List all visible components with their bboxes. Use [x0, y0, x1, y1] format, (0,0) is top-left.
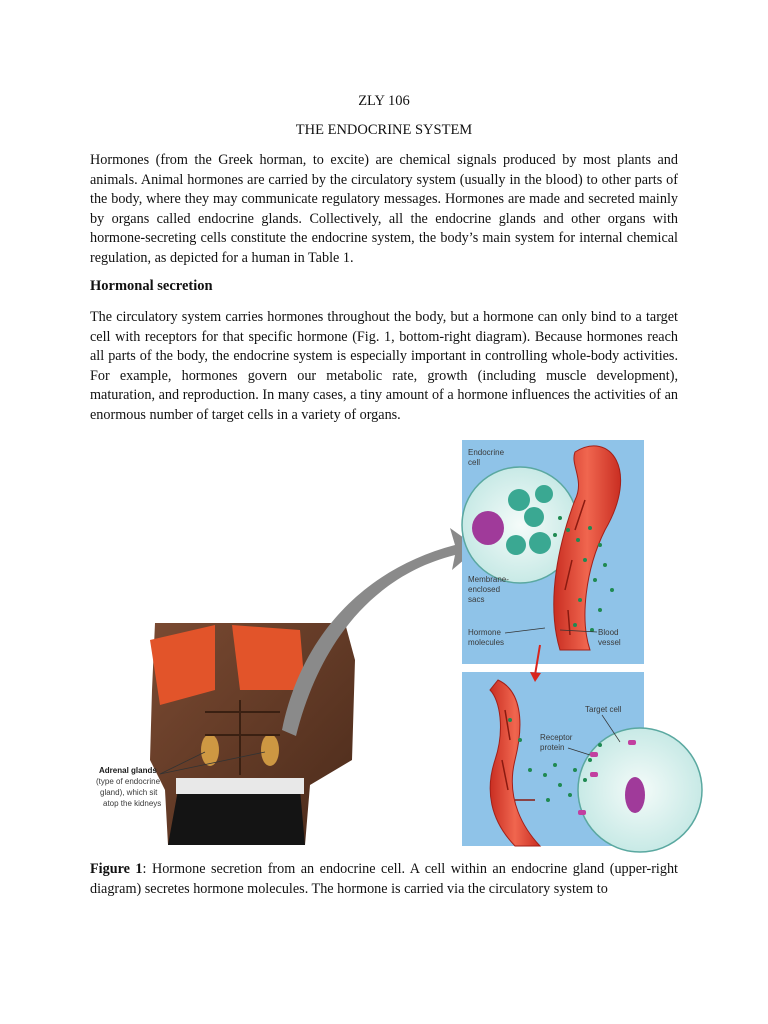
intro-paragraph: Hormones (from the Greek horman, to excite) are chemical signals produced by most plants and animals. Animal hormones are carried by the circulatory system (usually in the blood) to other parts of the body, where they may communicate regulatory messages. Hormones are made and secreted mainly by organs called endocrine glands. Collectively, all the endocrine glands and other organs with hormone-secreting cells constitute the endocrine system, the body’s main system for internal chemical regulation, as depicted for a human in Table 1. [90, 152, 678, 266]
target-cell-diagram [462, 645, 702, 852]
blood-label-2: vessel [598, 638, 621, 647]
membrane-label-1: Membrane- [468, 575, 509, 584]
membrane-label-2: enclosed [468, 585, 501, 594]
target-cell-label: Target cell [585, 705, 622, 714]
endocrine-label-2: cell [468, 458, 481, 467]
endocrine-label-1: Endocrine [468, 448, 505, 457]
adrenal-sub1: (type of endocrine [96, 777, 161, 786]
receptor-label-1: Receptor [540, 733, 573, 742]
secretion-paragraph: The circulatory system carries hormones throughout the body, but a hormone can only bind to a target cell with receptors for that specific hormone (Fig. 1, bottom-right diagram). Because hormones reach all parts of the body, the endocrine system is especially important in controlling whole-body activities. For example, hormones govern our metabolic rate, growth (including muscle development), maturation, and reproduction. In many cases, a tiny amount of a hormone influences the activities of an enormous number of target cells in a variety of organs. [90, 309, 678, 423]
section-heading: Hormonal secretion [90, 278, 213, 294]
hormone-label-2: molecules [468, 638, 505, 647]
endocrine-cell-diagram [462, 440, 644, 664]
figure-caption [90, 860, 678, 899]
document-title: THE ENDOCRINE SYSTEM [295, 122, 473, 138]
adrenal-sub2: gland), which sit [100, 788, 158, 797]
hormone-label-1: Hormone [468, 628, 501, 637]
blood-label-1: Blood [598, 628, 619, 637]
membrane-label-3: sacs [468, 595, 485, 604]
caption-text: : Hormone secretion from an endocrine cell. A cell within an endocrine gland (upper-right diagram) secretes hormone molecules. The hormone is carried via the circulatory system to [90, 861, 678, 897]
adrenal-title: Adrenal glands [99, 766, 157, 775]
receptor-label-2: protein [540, 743, 565, 752]
course-code: ZLY 106 [358, 93, 410, 109]
caption-label: Figure 1 [90, 861, 143, 877]
adrenal-sub3: atop the kidneys [103, 799, 162, 808]
